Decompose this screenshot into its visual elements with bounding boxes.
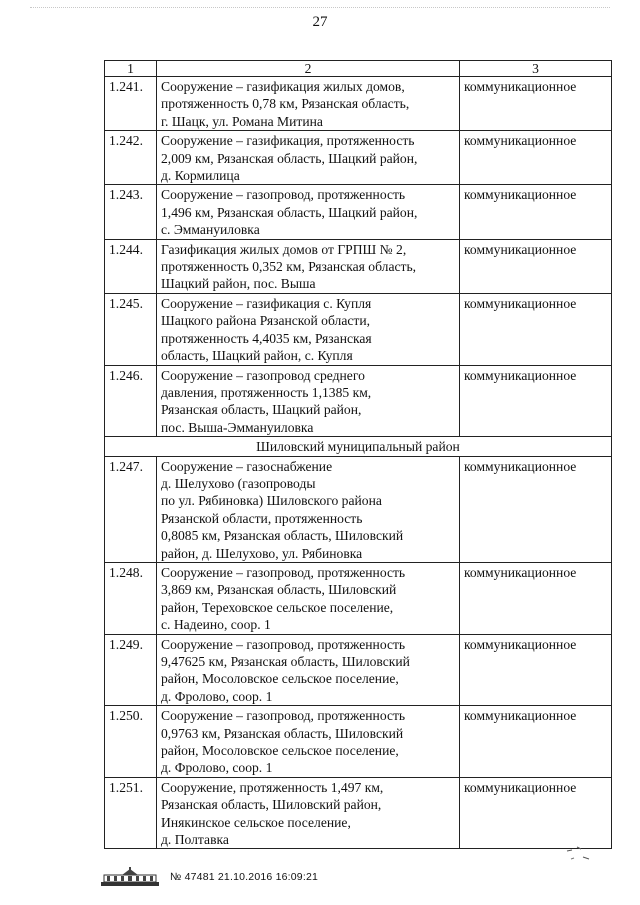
column-header-description: 2	[157, 61, 460, 77]
item-type: коммуникационное	[460, 77, 612, 131]
table-row	[105, 77, 612, 131]
item-description: Сооружение – газопровод, протяженность 9,47625 км, Рязанская область, Шиловский район, Мосоловское сельское поселение, д. Фролово, соор. 1	[157, 634, 460, 706]
item-number: 1.250.	[105, 706, 157, 778]
item-number: 1.245.	[105, 293, 157, 365]
item-type: коммуникационное	[460, 365, 612, 437]
item-description: Сооружение – газопровод среднего давления, протяженность 1,1385 км, Рязанская область, Шацкий район, пос. Выша-Эммануиловка	[157, 365, 460, 437]
table-row	[105, 456, 612, 562]
item-number: 1.246.	[105, 365, 157, 437]
government-building-logo-icon	[100, 867, 160, 887]
item-description: Сооружение – газификация жилых домов, протяженность 0,78 км, Рязанская область, г. Шацк, ул. Романа Митина	[157, 77, 460, 131]
item-type: коммуникационное	[460, 131, 612, 185]
table-row	[105, 706, 612, 778]
table-row	[105, 562, 612, 634]
document-reference: № 47481 21.10.2016 16:09:21	[170, 871, 319, 883]
item-description: Сооружение – газопровод, протяженность 3,869 км, Рязанская область, Шиловский район, Тереховское сельское поселение, с. Надеино, соор. 1	[157, 562, 460, 634]
item-description: Сооружение – газопровод, протяженность 1,496 км, Рязанская область, Шацкий район, с. Эммануиловка	[157, 185, 460, 239]
item-number: 1.244.	[105, 239, 157, 293]
section-title: Шиловский муниципальный район	[105, 437, 612, 456]
scan-marks-icon	[565, 845, 601, 867]
item-number: 1.241.	[105, 77, 157, 131]
item-type: коммуникационное	[460, 634, 612, 706]
table-row	[105, 185, 612, 239]
item-number: 1.247.	[105, 456, 157, 562]
column-header-number: 1	[105, 61, 157, 77]
item-type: коммуникационное	[460, 456, 612, 562]
property-registry-table	[104, 60, 612, 849]
table-row	[105, 293, 612, 365]
item-type: коммуникационное	[460, 239, 612, 293]
column-header-type: 3	[460, 61, 612, 77]
page-number: 27	[312, 14, 328, 30]
item-description: Сооружение – газоснабжение д. Шелухово (газопроводы по ул. Рябиновка) Шиловского района Рязанской области, протяженность 0,8085 км, Рязанская область, Шиловский район, д. Шелухово, ул. Рябиновка	[157, 456, 460, 562]
item-type: коммуникационное	[460, 706, 612, 778]
item-description: Сооружение – газификация, протяженность 2,009 км, Рязанская область, Шацкий район, д. Кормилица	[157, 131, 460, 185]
table-row	[105, 365, 612, 437]
document-footer	[100, 865, 318, 889]
top-scan-border	[30, 7, 610, 8]
item-description: Газификация жилых домов от ГРПШ № 2, протяженность 0,352 км, Рязанская область, Шацкий район, пос. Выша	[157, 239, 460, 293]
item-description: Сооружение – газопровод, протяженность 0,9763 км, Рязанская область, Шиловский район, Мосоловское сельское поселение, д. Фролово, соор. 1	[157, 706, 460, 778]
item-number: 1.242.	[105, 131, 157, 185]
item-type: коммуникационное	[460, 777, 612, 849]
table-row	[105, 634, 612, 706]
item-type: коммуникационное	[460, 185, 612, 239]
table-row	[105, 777, 612, 849]
item-type: коммуникационное	[460, 293, 612, 365]
table-header-row	[105, 61, 612, 77]
item-description: Сооружение, протяженность 1,497 км, Рязанская область, Шиловский район, Инякинское сельское поселение, д. Полтавка	[157, 777, 460, 849]
table-body	[105, 77, 612, 849]
item-description: Сооружение – газификация с. Купля Шацкого района Рязанской области, протяженность 4,4035 км, Рязанская область, Шацкий район, с. Купля	[157, 293, 460, 365]
table-row	[105, 131, 612, 185]
item-type: коммуникационное	[460, 562, 612, 634]
table-row	[105, 239, 612, 293]
item-number: 1.248.	[105, 562, 157, 634]
item-number: 1.249.	[105, 634, 157, 706]
item-number: 1.251.	[105, 777, 157, 849]
item-number: 1.243.	[105, 185, 157, 239]
section-row	[105, 437, 612, 456]
